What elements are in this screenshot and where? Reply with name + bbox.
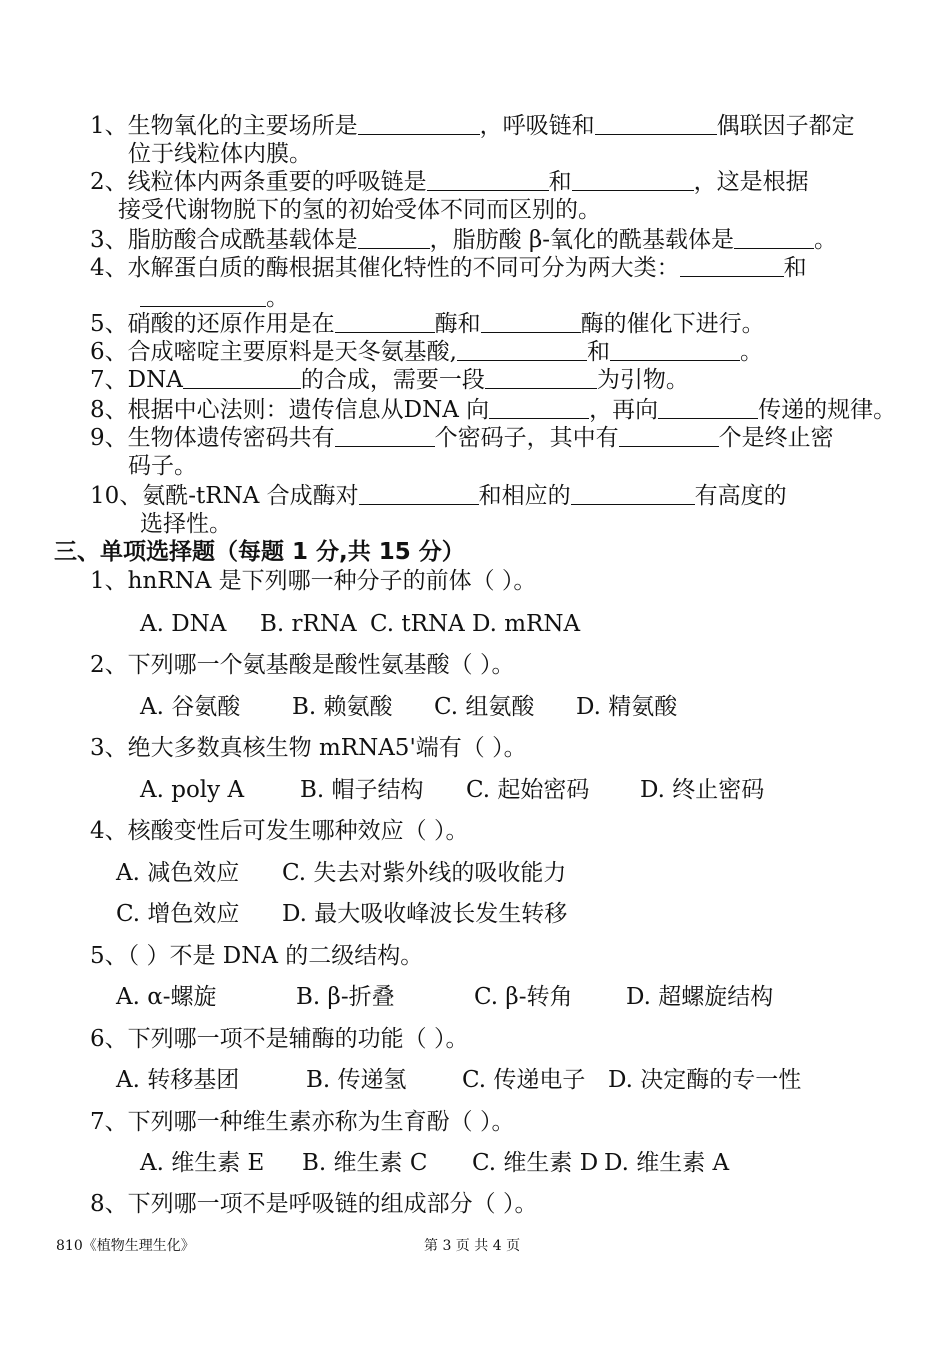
question-text: 的合成，需要一段 [300, 367, 485, 393]
question-10-cont: 选择性。 [140, 511, 232, 537]
question-text: ，脂肪酸 β-氧化的酰基载体是 [429, 227, 735, 253]
question-text: 7、DNA [90, 367, 183, 393]
answer-blank[interactable] [619, 426, 719, 447]
answer-blank[interactable] [658, 398, 758, 419]
question-text: 酶和 [434, 311, 481, 337]
question-text: 和 [783, 255, 807, 281]
section-title: 三、单项选择题（每题 1 分,共 15 分） [54, 539, 465, 565]
question-text: 酶的催化下进行。 [580, 311, 765, 337]
answer-blank[interactable] [610, 340, 740, 361]
option-a[interactable]: A. poly A [140, 777, 245, 803]
question-9 [90, 424, 834, 452]
option-c[interactable]: C. 增色效应 [116, 901, 240, 927]
question-text: ，这是根据 [693, 169, 809, 195]
answer-blank[interactable] [595, 114, 717, 135]
option-c[interactable]: C. 传递电子 [462, 1067, 586, 1093]
question-text: 1、生物氧化的主要场所是 [90, 113, 358, 139]
question-5 [90, 310, 765, 338]
mc-question-5: 5、（ ）不是 DNA 的二级结构。 [90, 943, 424, 969]
option-a[interactable]: A. DNA [140, 611, 227, 637]
question-text: 5、硝酸的还原作用是在 [90, 311, 335, 337]
option-b[interactable]: B. 传递氢 [306, 1067, 407, 1093]
mc-options-2 [140, 693, 677, 721]
question-4-cont [140, 284, 289, 312]
question-text: 4、水解蛋白质的酶根据其催化特性的不同可分为两大类： [90, 255, 680, 281]
answer-blank[interactable] [571, 484, 695, 505]
question-10 [90, 482, 787, 510]
answer-blank[interactable] [183, 368, 301, 389]
question-text: 。 [266, 285, 289, 311]
option-b[interactable]: B. 赖氨酸 [292, 694, 393, 720]
option-a[interactable]: A. 维生素 E [140, 1150, 265, 1176]
question-6 [90, 338, 763, 366]
footer-course: 810《植物生理生化》 [56, 1238, 195, 1254]
question-9-cont: 码子。 [128, 453, 197, 479]
mc-question-4: 4、核酸变性后可发生哪种效应（ ）。 [90, 818, 469, 844]
option-a[interactable]: A. α-螺旋 [116, 984, 217, 1010]
question-text: 9、生物体遗传密码共有 [90, 425, 335, 451]
question-2-cont: 接受代谢物脱下的氢的初始受体不同而区别的。 [118, 197, 601, 223]
option-c[interactable]: C. 起始密码 [466, 777, 590, 803]
option-c[interactable]: C. 维生素 D [472, 1150, 599, 1176]
option-c[interactable]: C. 失去对紫外线的吸收能力 [282, 860, 567, 886]
question-text: 和相应的 [478, 483, 571, 509]
question-text: 8、根据中心法则：遗传信息从DNA 向 [90, 397, 490, 423]
question-text: 6、合成嘧啶主要原料是天冬氨基酸, [90, 339, 457, 365]
mc-question-2: 2、下列哪一个氨基酸是酸性氨基酸（ ）。 [90, 652, 515, 678]
mc-options-1 [140, 610, 580, 638]
mc-options-6 [116, 1066, 801, 1094]
mc-question-8: 8、下列哪一项不是呼吸链的组成部分（ ）。 [90, 1191, 538, 1217]
answer-blank[interactable] [734, 228, 814, 249]
answer-blank[interactable] [457, 340, 587, 361]
option-d[interactable]: D. 决定酶的专一性 [608, 1067, 802, 1093]
mc-question-7: 7、下列哪一种维生素亦称为生育酚（ ）。 [90, 1109, 515, 1135]
question-text: ，呼吸链和 [479, 113, 595, 139]
question-7 [90, 366, 689, 394]
question-text: 。 [739, 339, 763, 365]
option-b[interactable]: B. β-折叠 [296, 984, 395, 1010]
answer-blank[interactable] [358, 114, 480, 135]
mc-options-4b [116, 900, 567, 928]
question-2 [90, 168, 809, 196]
question-3 [90, 226, 837, 254]
option-c[interactable]: C. tRNA [370, 611, 465, 637]
mc-options-5 [116, 983, 773, 1011]
answer-blank[interactable] [485, 368, 597, 389]
question-8 [90, 396, 896, 424]
option-d[interactable]: D. mRNA [472, 611, 581, 637]
question-text: 10、氨酰-tRNA 合成酶对 [90, 483, 359, 509]
question-text: 2、线粒体内两条重要的呼吸链是 [90, 169, 427, 195]
answer-blank[interactable] [427, 170, 549, 191]
option-c[interactable]: C. 组氨酸 [434, 694, 535, 720]
mc-question-3: 3、绝大多数真核生物 mRNA5'端有（ ）。 [90, 735, 527, 761]
option-d[interactable]: D. 超螺旋结构 [626, 984, 774, 1010]
mc-question-1: 1、hnRNA 是下列哪一种分子的前体（ ）。 [90, 568, 537, 594]
mc-options-7 [140, 1149, 729, 1177]
question-text: 和 [586, 339, 610, 365]
question-text: 3、脂肪酸合成酰基载体是 [90, 227, 358, 253]
question-1 [90, 112, 855, 140]
answer-blank[interactable] [481, 312, 581, 333]
option-d[interactable]: D. 精氨酸 [576, 694, 678, 720]
option-a[interactable]: A. 减色效应 [116, 860, 240, 886]
option-b[interactable]: B. rRNA [260, 611, 357, 637]
answer-blank[interactable] [335, 426, 435, 447]
question-text: 个是终止密 [718, 425, 834, 451]
answer-blank[interactable] [335, 312, 435, 333]
answer-blank[interactable] [680, 256, 784, 277]
question-text: 传递的规律。 [758, 397, 897, 423]
mc-options-4a [116, 859, 566, 887]
option-a[interactable]: A. 转移基团 [116, 1067, 240, 1093]
option-d[interactable]: D. 终止密码 [640, 777, 765, 803]
answer-blank[interactable] [572, 170, 694, 191]
question-4 [90, 254, 807, 282]
option-c[interactable]: C. β-转角 [474, 984, 573, 1010]
mc-question-6: 6、下列哪一项不是辅酶的功能（ ）。 [90, 1026, 469, 1052]
answer-blank[interactable] [359, 484, 479, 505]
option-d[interactable]: D. 最大吸收峰波长发生转移 [282, 901, 568, 927]
option-d[interactable]: D. 维生素 A [604, 1150, 730, 1176]
option-b[interactable]: B. 帽子结构 [300, 777, 424, 803]
question-text: 和 [548, 169, 572, 195]
answer-blank[interactable] [140, 286, 266, 307]
option-a[interactable]: A. 谷氨酸 [140, 694, 241, 720]
option-b[interactable]: B. 维生素 C [302, 1150, 428, 1176]
question-text: 个密码子，其中有 [434, 425, 619, 451]
question-1-cont: 位于线粒体内膜。 [128, 141, 312, 167]
mc-options-3 [140, 776, 764, 804]
answer-blank[interactable] [358, 228, 430, 249]
footer-page-number: 第 3 页 共 4 页 [424, 1238, 521, 1254]
question-text: 偶联因子都定 [716, 113, 855, 139]
question-text: ，再向 [589, 397, 659, 423]
answer-blank[interactable] [489, 398, 589, 419]
question-text: 。 [814, 227, 838, 253]
question-text: 有高度的 [694, 483, 787, 509]
question-text: 为引物。 [596, 367, 689, 393]
